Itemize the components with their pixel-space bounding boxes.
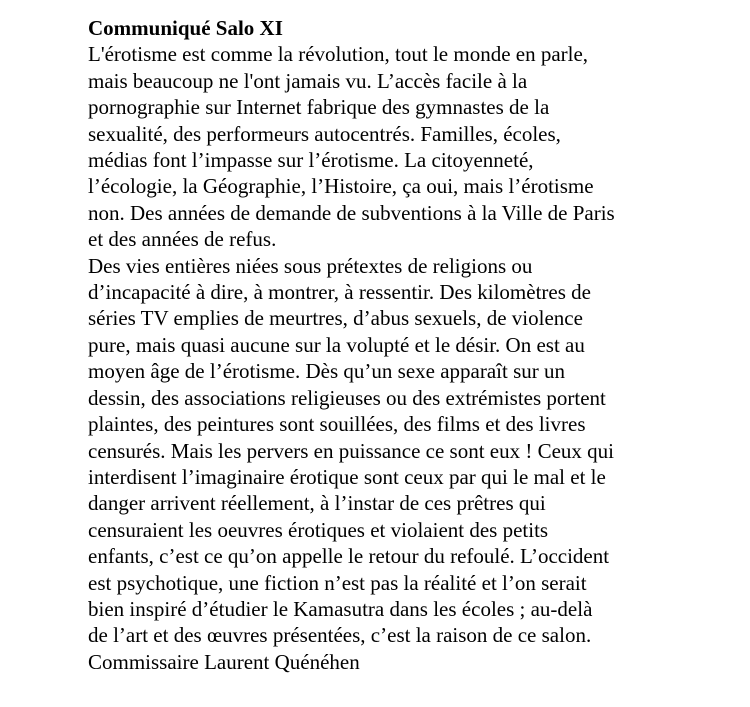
text-line: médias font l’impasse sur l’érotisme. La citoyenneté,: [88, 148, 534, 173]
signature-line: Commissaire Laurent Quénéhen: [88, 649, 360, 674]
text-line: moyen âge de l’érotisme. Dès qu’un sexe apparaît sur un: [88, 359, 566, 384]
text-line: Des vies entières niées sous prétextes de religions ou: [88, 253, 533, 278]
text-line: plaintes, des peintures sont souillées, des films et des livres: [88, 412, 586, 437]
text-line: séries TV emplies de meurtres, d’abus sexuels, de violence: [88, 306, 583, 331]
text-line: et des années de refus.: [88, 227, 277, 252]
text-line: interdisent l’imaginaire érotique sont ceux par qui le mal et le: [88, 464, 606, 489]
text-line: sexualité, des performeurs autocentrés. Familles, écoles,: [88, 121, 561, 146]
text-line: est psychotique, une fiction n’est pas la réalité et l’on serait: [88, 570, 587, 595]
text-line: bien inspiré d’étudier le Kamasutra dans les écoles ; au-delà: [88, 596, 593, 621]
text-line: danger arrivent réellement, à l’instar de ces prêtres qui: [88, 491, 546, 516]
document-title: Communiqué Salo XI: [88, 16, 283, 40]
text-line: pure, mais quasi aucune sur la volupté et le désir. On est au: [88, 332, 585, 357]
communique-document: [88, 15, 738, 675]
text-line: dessin, des associations religieuses ou des extrémistes portent: [88, 385, 606, 410]
document-body: [88, 41, 738, 648]
text-line: l’écologie, la Géographie, l’Histoire, ça oui, mais l’érotisme: [88, 174, 594, 199]
text-line: mais beaucoup ne l'ont jamais vu. L’accès facile à la: [88, 68, 528, 93]
text-line: pornographie sur Internet fabrique des gymnastes de la: [88, 95, 550, 120]
text-line: L'érotisme est comme la révolution, tout le monde en parle,: [88, 42, 589, 67]
text-line: non. Des années de demande de subventions à la Ville de Paris: [88, 200, 615, 225]
text-line: censurés. Mais les pervers en puissance ce sont eux ! Ceux qui: [88, 438, 615, 463]
text-line: censuraient les oeuvres érotiques et violaient des petits: [88, 517, 549, 542]
text-line: enfants, c’est ce qu’on appelle le retour du refoulé. L’occident: [88, 544, 610, 569]
text-line: de l’art et des œuvres présentées, c’est la raison de ce salon.: [88, 623, 592, 648]
text-line: d’incapacité à dire, à montrer, à ressentir. Des kilomètres de: [88, 280, 591, 305]
